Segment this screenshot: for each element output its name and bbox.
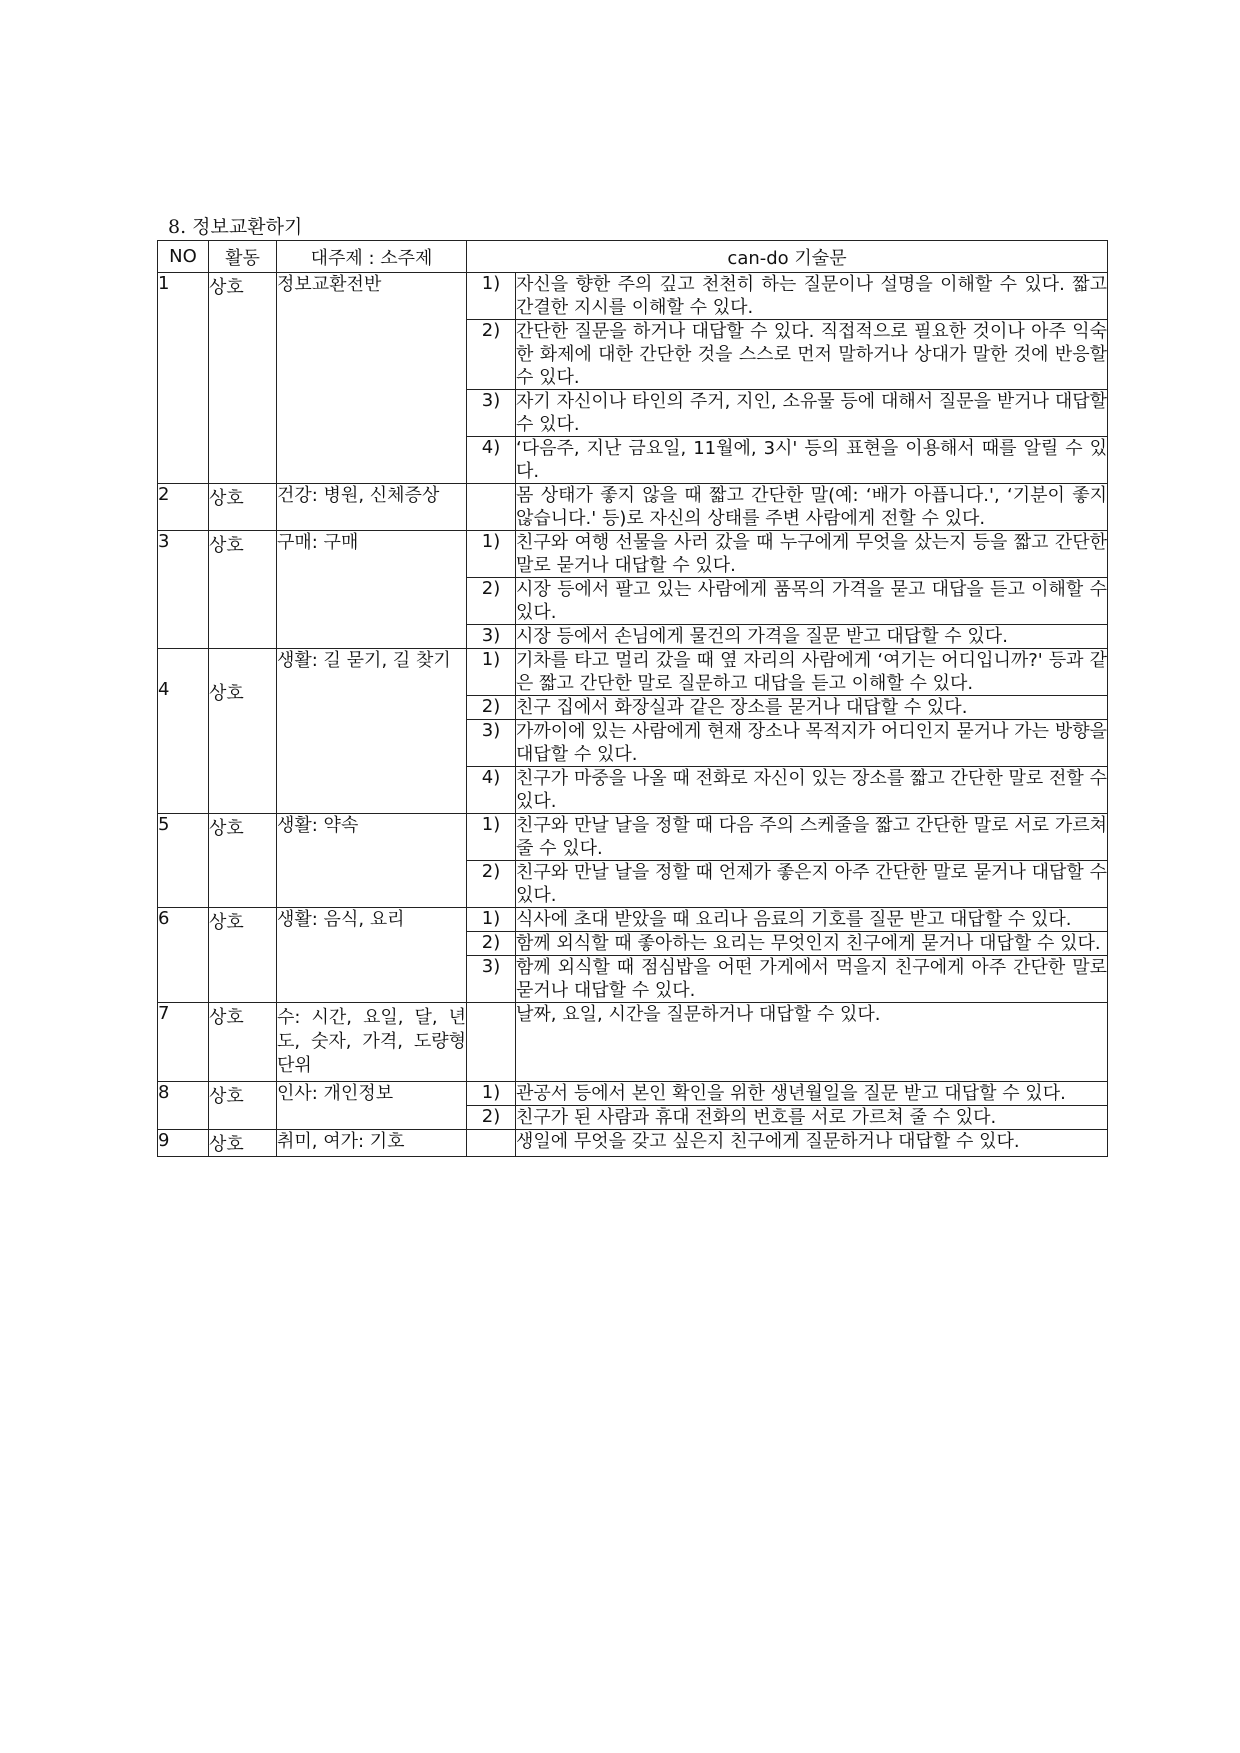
item-text: 친구가 된 사람과 휴대 전화의 번호를 서로 가르쳐 줄 수 있다. (516, 1106, 1108, 1130)
item-text: 관공서 등에서 본인 확인을 위한 생년월일을 질문 받고 대답할 수 있다. (516, 1082, 1108, 1106)
item-text: 생일에 무엇을 갖고 싶은지 친구에게 질문하거나 대답할 수 있다. (516, 1130, 1108, 1157)
table-row (158, 273, 1108, 320)
row-no: 5 (158, 814, 209, 908)
header-cando: can-do 기술문 (467, 241, 1108, 273)
header-row (158, 241, 1108, 273)
item-number: 2) (467, 696, 516, 720)
row-activity: 상호 (209, 908, 277, 1003)
row-no: 3 (158, 531, 209, 649)
row-topic: 생활: 길 묻기, 길 찾기 (277, 649, 467, 814)
row-topic: 취미, 여가: 기호 (277, 1130, 467, 1157)
row-no: 8 (158, 1082, 209, 1130)
item-text: 기차를 타고 멀리 갔을 때 옆 자리의 사람에게 ‘여기는 어디입니까?' 등과 같은 짧고 간단한 말로 질문하고 대답을 듣고 이해할 수 있다. (516, 650, 1107, 694)
cando-table (157, 240, 1108, 1157)
row-activity: 상호 (209, 1082, 277, 1130)
row-topic: 건강: 병원, 신체증상 (277, 484, 467, 531)
item-text: 날짜, 요일, 시간을 질문하거나 대답할 수 있다. (516, 1003, 1108, 1082)
item-number: 4) (467, 437, 516, 484)
row-no: 6 (158, 908, 209, 1003)
header-no: NO (158, 241, 209, 273)
table-row (158, 1082, 1108, 1106)
item-number: 2) (467, 320, 516, 390)
item-number: 1) (467, 1082, 516, 1106)
row-activity: 상호 (209, 273, 277, 484)
item-text: 친구와 만날 날을 정할 때 다음 주의 스케줄을 짧고 간단한 말로 서로 가르쳐 줄 수 있다. (516, 815, 1107, 859)
item-number: 1) (467, 814, 516, 861)
item-text: 함께 외식할 때 좋아하는 요리는 무엇인지 친구에게 묻거나 대답할 수 있다. (516, 932, 1108, 956)
item-number: 4) (467, 767, 516, 814)
item-text: 간단한 질문을 하거나 대답할 수 있다. 직접적으로 필요한 것이나 아주 익숙한 화제에 대한 간단한 것을 스스로 먼저 말하거나 상대가 말한 것에 반응할 수 있다. (516, 321, 1107, 388)
row-no: 2 (158, 484, 209, 531)
item-text: 친구가 마중을 나올 때 전화로 자신이 있는 장소를 짧고 간단한 말로 전할 수 있다. (516, 768, 1107, 812)
item-number: 3) (467, 956, 516, 1003)
table-row (158, 649, 1108, 696)
item-number: 2) (467, 1106, 516, 1130)
item-text: 친구와 여행 선물을 사러 갔을 때 누구에게 무엇을 샀는지 등을 짧고 간단한 말로 묻거나 대답할 수 있다. (516, 532, 1107, 576)
table-row (158, 908, 1108, 932)
item-number: 3) (467, 625, 516, 649)
row-activity: 상호 (209, 531, 277, 649)
item-text: 친구 집에서 화장실과 같은 장소를 묻거나 대답할 수 있다. (516, 696, 1108, 720)
item-text: 시장 등에서 손님에게 물건의 가격을 질문 받고 대답할 수 있다. (516, 625, 1108, 649)
item-text: ‘다음주, 지난 금요일, 11월에, 3시' 등의 표현을 이용해서 때를 알릴 수 있다. (516, 438, 1107, 482)
row-topic: 구매: 구매 (277, 531, 467, 649)
table-row (158, 1130, 1108, 1157)
row-topic: 정보교환전반 (277, 273, 467, 484)
row-no: 4 (158, 649, 209, 814)
item-number: 1) (467, 649, 516, 696)
item-number: 2) (467, 861, 516, 908)
item-text: 가까이에 있는 사람에게 현재 장소나 목적지가 어디인지 묻거나 가는 방향을 대답할 수 있다. (516, 721, 1107, 765)
item-text: 식사에 초대 받았을 때 요리나 음료의 기호를 질문 받고 대답할 수 있다. (516, 908, 1108, 932)
item-number: 2) (467, 578, 516, 625)
table-row (158, 814, 1108, 861)
row-topic: 생활: 약속 (277, 814, 467, 908)
item-text: 친구와 만날 날을 정할 때 언제가 좋은지 아주 간단한 말로 묻거나 대답할 수 있다. (516, 862, 1107, 906)
row-topic: 생활: 음식, 요리 (277, 908, 467, 1003)
item-number (467, 484, 516, 531)
row-topic: 인사: 개인정보 (277, 1082, 467, 1130)
row-activity: 상호 (209, 1130, 277, 1157)
row-activity: 상호 (209, 814, 277, 908)
row-no: 9 (158, 1130, 209, 1157)
row-activity: 상호 (209, 649, 277, 814)
item-text: 몸 상태가 좋지 않을 때 짧고 간단한 말(예: ‘배가 아픕니다.', ‘기분이 좋지 않습니다.' 등)로 자신의 상태를 주변 사람에게 전할 수 있다. (516, 485, 1107, 529)
item-number: 3) (467, 390, 516, 437)
table-row (158, 1003, 1108, 1082)
table-row (158, 531, 1108, 578)
row-activity: 상호 (209, 484, 277, 531)
item-number (467, 1003, 516, 1082)
item-text: 자신을 향한 주의 깊고 천천히 하는 질문이나 설명을 이해할 수 있다. 짧고 간결한 지시를 이해할 수 있다. (516, 274, 1107, 318)
item-number: 3) (467, 720, 516, 767)
item-number: 1) (467, 531, 516, 578)
item-number: 1) (467, 908, 516, 932)
item-text: 함께 외식할 때 점심밥을 어떤 가게에서 먹을지 친구에게 아주 간단한 말로 묻거나 대답할 수 있다. (516, 957, 1107, 1001)
header-activity: 활동 (209, 241, 277, 273)
item-text: 시장 등에서 팔고 있는 사람에게 품목의 가격을 묻고 대답을 듣고 이해할 수 있다. (516, 579, 1107, 623)
item-text: 자기 자신이나 타인의 주거, 지인, 소유물 등에 대해서 질문을 받거나 대답할 수 있다. (516, 391, 1107, 435)
row-no: 1 (158, 273, 209, 484)
section-title: 8. 정보교환하기 (168, 216, 303, 238)
row-activity: 상호 (209, 1003, 277, 1082)
table-row (158, 484, 1108, 531)
header-topic: 대주제 : 소주제 (277, 241, 467, 273)
row-topic: 수: 시간, 요일, 달, 년도, 숫자, 가격, 도량형단위 (277, 1003, 467, 1082)
row-no: 7 (158, 1003, 209, 1082)
item-number: 1) (467, 273, 516, 320)
item-number: 2) (467, 932, 516, 956)
item-number (467, 1130, 516, 1157)
